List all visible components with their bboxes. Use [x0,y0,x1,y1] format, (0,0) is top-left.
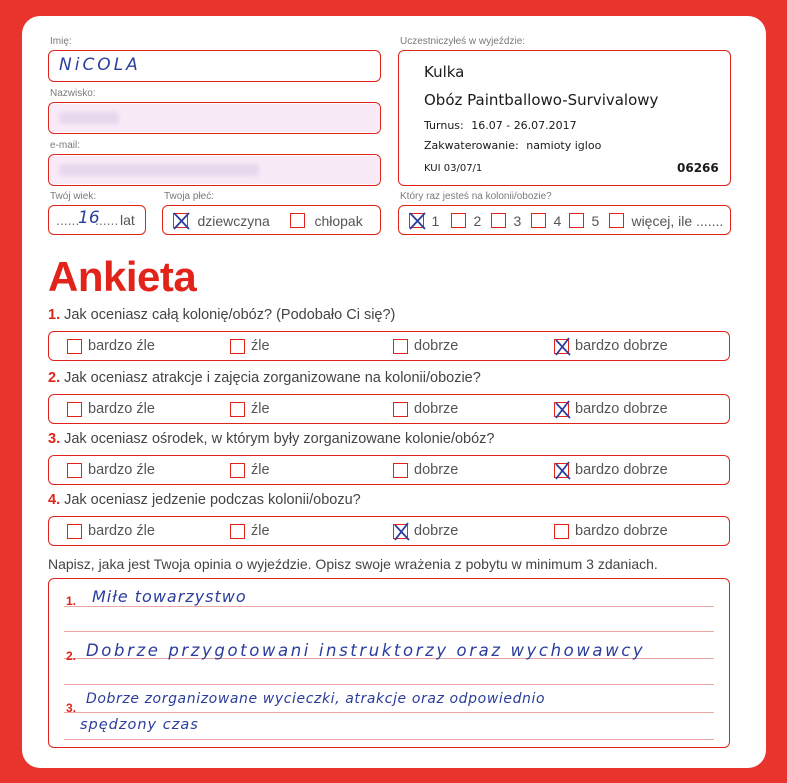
name-label: Imię: [50,36,72,47]
rating-checkbox[interactable] [230,339,245,354]
turnus-row [424,119,577,132]
which-time-1-checkbox[interactable] [409,213,424,228]
question-label: Jak oceniasz całą kolonię/obóz? (Podobało Ci się?) [64,307,396,323]
gender-option-boy[interactable] [290,212,363,230]
rating-checkbox[interactable] [230,524,245,539]
checkmark-x-icon [391,521,412,543]
gender-girl-label: dziewczyna [197,212,270,229]
rating-checkbox[interactable] [230,463,245,478]
trip-camp: Obóz Paintballowo-Survivalowy [424,91,659,109]
rating-option[interactable] [67,462,155,478]
email-label: e-mail: [50,140,81,151]
rating-checkbox[interactable] [393,402,408,417]
opinion-line [64,739,714,740]
question-label: Jak oceniasz jedzenie podczas kolonii/obozu? [64,492,361,508]
gender-label: Twoja płeć: [164,191,215,202]
question-3-text [48,431,494,447]
trip-code: KUI 03/07/1 [424,163,483,174]
rating-option[interactable] [230,462,270,478]
which-time-2-checkbox[interactable] [451,213,466,228]
gender-option-girl[interactable] [173,212,270,230]
turnus-label: Turnus: [424,119,464,132]
rating-checkbox[interactable] [67,463,82,478]
rating-option[interactable] [554,523,668,539]
question-number: 4. [48,492,61,508]
trip-number: 06266 [677,161,719,175]
age-dots-before: ...... [56,212,80,228]
gender-boy-checkbox[interactable] [290,213,305,228]
email-redaction-overlay [50,156,380,184]
opinion-answer-1: Miłe towarzystwo [92,587,247,606]
which-time-more-label: więcej, ile ....... [631,212,724,229]
name-value: NiCOLA [59,55,141,75]
rating-option[interactable] [554,462,668,478]
opinion-line [64,684,714,685]
opinion-line [64,712,714,713]
which-time-option-4[interactable] [531,212,561,230]
question-label: Jak oceniasz ośrodek, w którym były zorganizowane kolonie/obóz? [64,431,495,447]
checkmark-x-icon [552,460,573,482]
age-value: 16 [78,208,100,228]
age-unit: lat [120,212,135,228]
question-4-text [48,492,361,508]
rating-label: dobrze [414,523,459,540]
survey-title: Ankieta [48,253,197,300]
surname-redaction-overlay [50,104,380,132]
which-time-3-checkbox[interactable] [491,213,506,228]
question-number: 3. [48,431,61,447]
rating-checkbox[interactable] [67,339,82,354]
rating-label: źle [251,523,270,540]
rating-checkbox[interactable] [393,463,408,478]
rating-label: źle [251,401,270,418]
rating-checkbox[interactable] [393,339,408,354]
gender-boy-label: chłopak [314,212,363,229]
which-time-option-1[interactable] [409,212,439,230]
rating-label: bardzo dobrze [575,401,668,418]
checkmark-x-icon [552,399,573,421]
rating-label: dobrze [414,338,459,355]
rating-option[interactable] [67,401,155,417]
turnus-value: 16.07 - 26.07.2017 [471,119,577,132]
which-time-5-label: 5 [591,212,600,229]
which-time-option-more[interactable] [609,212,723,230]
rating-option[interactable] [230,338,270,354]
which-time-label: Który raz jesteś na kolonii/obozie? [400,191,552,202]
accommodation-row [424,139,601,152]
rating-checkbox[interactable] [393,524,408,539]
age-dots-after: ...... [95,212,119,228]
opinion-number-3: 3. [66,701,77,715]
checkmark-x-icon [171,210,192,232]
rating-label: bardzo dobrze [575,462,668,479]
which-time-1-label: 1 [431,212,440,229]
opinion-line [64,631,714,632]
rating-checkbox[interactable] [554,463,569,478]
rating-label: bardzo źle [88,401,155,418]
opinion-prompt: Napisz, jaka jest Twoja opinia o wyjeździe. Opisz swoje wrażenia z pobytu w minimum 3 zdaniach. [48,556,658,572]
question-1-options [48,331,730,361]
question-2-text [48,370,481,386]
rating-option[interactable] [393,401,458,417]
question-3-options [48,455,730,485]
rating-checkbox[interactable] [67,402,82,417]
question-1-text [48,307,395,323]
rating-label: bardzo źle [88,462,155,479]
surname-label: Nazwisko: [50,88,96,99]
rating-checkbox[interactable] [554,524,569,539]
rating-option[interactable] [230,401,270,417]
opinion-answer-3: Dobrze zorganizowane wycieczki, atrakcje oraz odpowiednio [86,691,546,707]
rating-option[interactable] [393,523,458,539]
rating-label: dobrze [414,401,459,418]
checkmark-x-icon [407,210,428,232]
rating-option[interactable] [67,523,155,539]
trip-name: Kulka [424,63,465,81]
which-time-3-label: 3 [513,212,522,229]
rating-option[interactable] [393,462,458,478]
rating-option[interactable] [67,338,155,354]
rating-checkbox[interactable] [67,524,82,539]
rating-label: źle [251,338,270,355]
question-label: Jak oceniasz atrakcje i zajęcia zorganizowane na kolonii/obozie? [64,370,481,386]
rating-label: bardzo dobrze [575,523,668,540]
question-4-options [48,516,730,546]
which-time-5-checkbox[interactable] [569,213,584,228]
age-label: Twój wiek: [50,191,97,202]
rating-label: bardzo dobrze [575,338,668,355]
age-field[interactable] [48,205,146,235]
rating-label: bardzo źle [88,338,155,355]
trip-info-box [398,50,731,186]
question-2-options [48,394,730,424]
which-time-more-checkbox[interactable] [609,213,624,228]
rating-checkbox[interactable] [554,402,569,417]
which-time-option-2[interactable] [451,212,481,230]
rating-checkbox[interactable] [230,402,245,417]
which-time-field [398,205,731,235]
accommodation-label: Zakwaterowanie: [424,139,519,152]
opinion-answer-3-cont: spędzony czas [80,717,199,733]
gender-girl-checkbox[interactable] [173,213,188,228]
which-time-4-checkbox[interactable] [531,213,546,228]
opinion-line [64,606,714,607]
rating-option[interactable] [230,523,270,539]
rating-option[interactable] [554,401,668,417]
opinion-box[interactable] [48,578,730,748]
opinion-number-1: 1. [66,594,77,608]
opinion-answer-2: Dobrze przygotowani instruktorzy oraz wychowawcy [86,641,646,660]
opinion-number-2: 2. [66,649,77,663]
gender-field [162,205,381,235]
rating-option[interactable] [554,338,668,354]
accommodation-value: namioty igloo [526,139,602,152]
rating-checkbox[interactable] [554,339,569,354]
question-number: 2. [48,370,61,386]
question-number: 1. [48,307,61,323]
which-time-option-3[interactable] [491,212,521,230]
rating-label: dobrze [414,462,459,479]
checkmark-x-icon [552,336,573,358]
which-time-4-label: 4 [553,212,562,229]
rating-label: źle [251,462,270,479]
rating-label: bardzo źle [88,523,155,540]
which-time-2-label: 2 [473,212,482,229]
participant-label: Uczestniczyłeś w wyjeździe: [400,36,526,47]
name-field[interactable] [48,50,381,82]
rating-option[interactable] [393,338,458,354]
which-time-option-5[interactable] [569,212,599,230]
